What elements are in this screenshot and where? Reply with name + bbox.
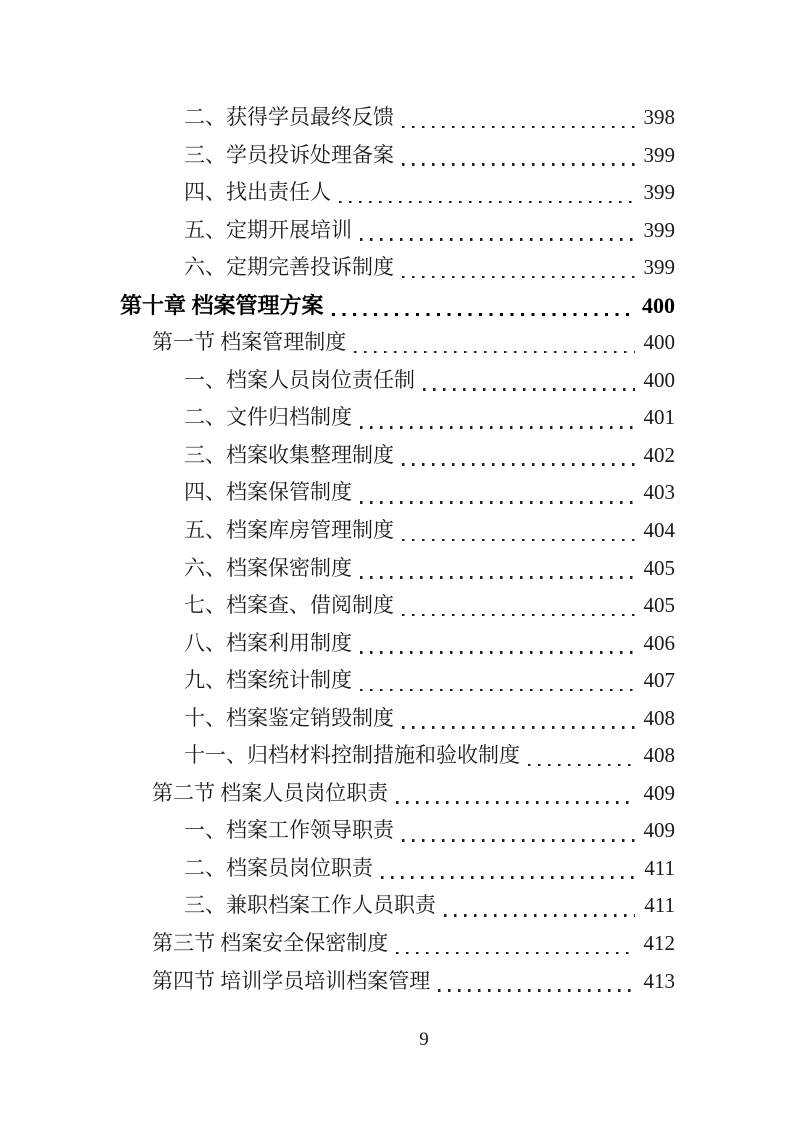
toc-entry-page: 411 <box>644 855 675 880</box>
toc-entry-page: 402 <box>643 442 675 467</box>
toc-entry-title: 九、档案统计制度 <box>184 668 352 693</box>
toc-entry-page: 411 <box>644 893 675 918</box>
dot-leader <box>360 501 635 504</box>
toc-entry-title: 六、定期完善投诉制度 <box>184 255 394 280</box>
dot-leader <box>360 426 635 429</box>
dot-leader <box>332 313 635 316</box>
dot-leader <box>402 276 635 279</box>
toc-entry <box>120 324 675 362</box>
toc-entry-title: 五、档案库房管理制度 <box>184 518 394 543</box>
dot-leader <box>423 388 635 391</box>
toc-entry-page: 406 <box>643 630 675 655</box>
dot-leader <box>360 238 635 241</box>
toc-entry-page: 399 <box>643 255 675 280</box>
table-of-contents <box>120 99 675 1000</box>
dot-leader <box>381 876 635 879</box>
toc-entry-title: 三、学员投诉处理备案 <box>184 142 394 167</box>
toc-entry-page: 399 <box>643 180 675 205</box>
toc-entry <box>120 625 675 663</box>
toc-entry-title: 五、定期开展培训 <box>184 217 352 242</box>
toc-entry <box>120 174 675 212</box>
dot-leader <box>360 689 635 692</box>
toc-entry-page: 409 <box>643 818 675 843</box>
toc-entry-page: 399 <box>643 142 675 167</box>
toc-entry-page: 401 <box>643 405 675 430</box>
dot-leader <box>402 839 635 842</box>
toc-entry <box>120 887 675 925</box>
toc-entry-page: 403 <box>643 480 675 505</box>
toc-entry-title: 第三节 档案安全保密制度 <box>152 931 389 956</box>
toc-entry-title: 第十章 档案管理方案 <box>120 292 324 318</box>
toc-entry-page: 399 <box>643 217 675 242</box>
toc-entry-title: 四、找出责任人 <box>184 180 331 205</box>
toc-entry <box>120 963 675 1001</box>
dot-leader <box>360 651 635 654</box>
dot-leader <box>402 463 635 466</box>
toc-entry-page: 398 <box>643 105 675 129</box>
toc-entry <box>120 212 675 250</box>
dot-leader <box>528 764 635 767</box>
dot-leader <box>402 726 635 729</box>
toc-entry <box>120 925 675 963</box>
toc-entry-page: 408 <box>643 743 675 768</box>
toc-entry <box>120 587 675 625</box>
toc-entry-title: 第一节 档案管理制度 <box>152 330 347 355</box>
toc-entry-title: 三、兼职档案工作人员职责 <box>184 893 436 918</box>
toc-entry-page: 407 <box>643 668 675 693</box>
toc-entry-page: 400 <box>642 292 675 318</box>
toc-entry-title: 七、档案查、借阅制度 <box>184 593 394 618</box>
toc-entry <box>120 850 675 888</box>
toc-entry-title: 第二节 档案人员岗位职责 <box>152 780 389 805</box>
toc-entry <box>120 249 675 287</box>
toc-entry <box>120 437 675 475</box>
toc-entry-title: 二、档案员岗位职责 <box>184 855 373 880</box>
dot-leader <box>396 952 635 955</box>
toc-entry <box>120 474 675 512</box>
toc-entry <box>120 775 675 813</box>
dot-leader <box>402 614 635 617</box>
dot-leader <box>360 576 635 579</box>
toc-entry-page: 400 <box>643 367 675 392</box>
toc-entry-title: 二、获得学员最终反馈 <box>184 105 394 129</box>
dot-leader <box>402 126 635 129</box>
dot-leader <box>396 801 635 804</box>
toc-entry <box>120 399 675 437</box>
toc-entry-page: 408 <box>643 705 675 730</box>
toc-entry-title: 一、档案工作领导职责 <box>184 818 394 843</box>
dot-leader <box>444 914 635 917</box>
toc-entry-page: 412 <box>643 931 675 956</box>
toc-entry-title: 十一、归档材料控制措施和验收制度 <box>184 743 520 768</box>
toc-entry <box>120 700 675 738</box>
page-number: 9 <box>419 1029 429 1050</box>
toc-entry <box>120 737 675 775</box>
toc-entry-title: 四、档案保管制度 <box>184 480 352 505</box>
toc-entry-title: 二、文件归档制度 <box>184 405 352 430</box>
toc-entry-page: 405 <box>643 593 675 618</box>
toc-entry-title: 六、档案保密制度 <box>184 555 352 580</box>
toc-entry <box>120 812 675 850</box>
toc-entry-page: 409 <box>643 780 675 805</box>
toc-entry-page: 400 <box>643 330 675 355</box>
dot-leader <box>339 201 635 204</box>
toc-entry-page: 404 <box>643 518 675 543</box>
toc-entry-title: 三、档案收集整理制度 <box>184 442 394 467</box>
toc-entry-title: 八、档案利用制度 <box>184 630 352 655</box>
toc-entry-title: 第四节 培训学员培训档案管理 <box>152 968 431 993</box>
toc-entry <box>120 662 675 700</box>
toc-entry-title: 十、档案鉴定销毁制度 <box>184 705 394 730</box>
dot-leader <box>402 539 635 542</box>
toc-entry <box>120 362 675 400</box>
toc-entry <box>120 137 675 175</box>
dot-leader <box>438 989 635 992</box>
toc-entry-page: 405 <box>643 555 675 580</box>
dot-leader <box>354 351 635 354</box>
toc-entry-title: 一、档案人员岗位责任制 <box>184 367 415 392</box>
dot-leader <box>402 163 635 166</box>
toc-entry-page: 413 <box>643 968 675 993</box>
toc-entry <box>120 99 675 137</box>
toc-entry <box>120 550 675 588</box>
toc-entry <box>120 512 675 550</box>
toc-entry <box>120 287 675 325</box>
